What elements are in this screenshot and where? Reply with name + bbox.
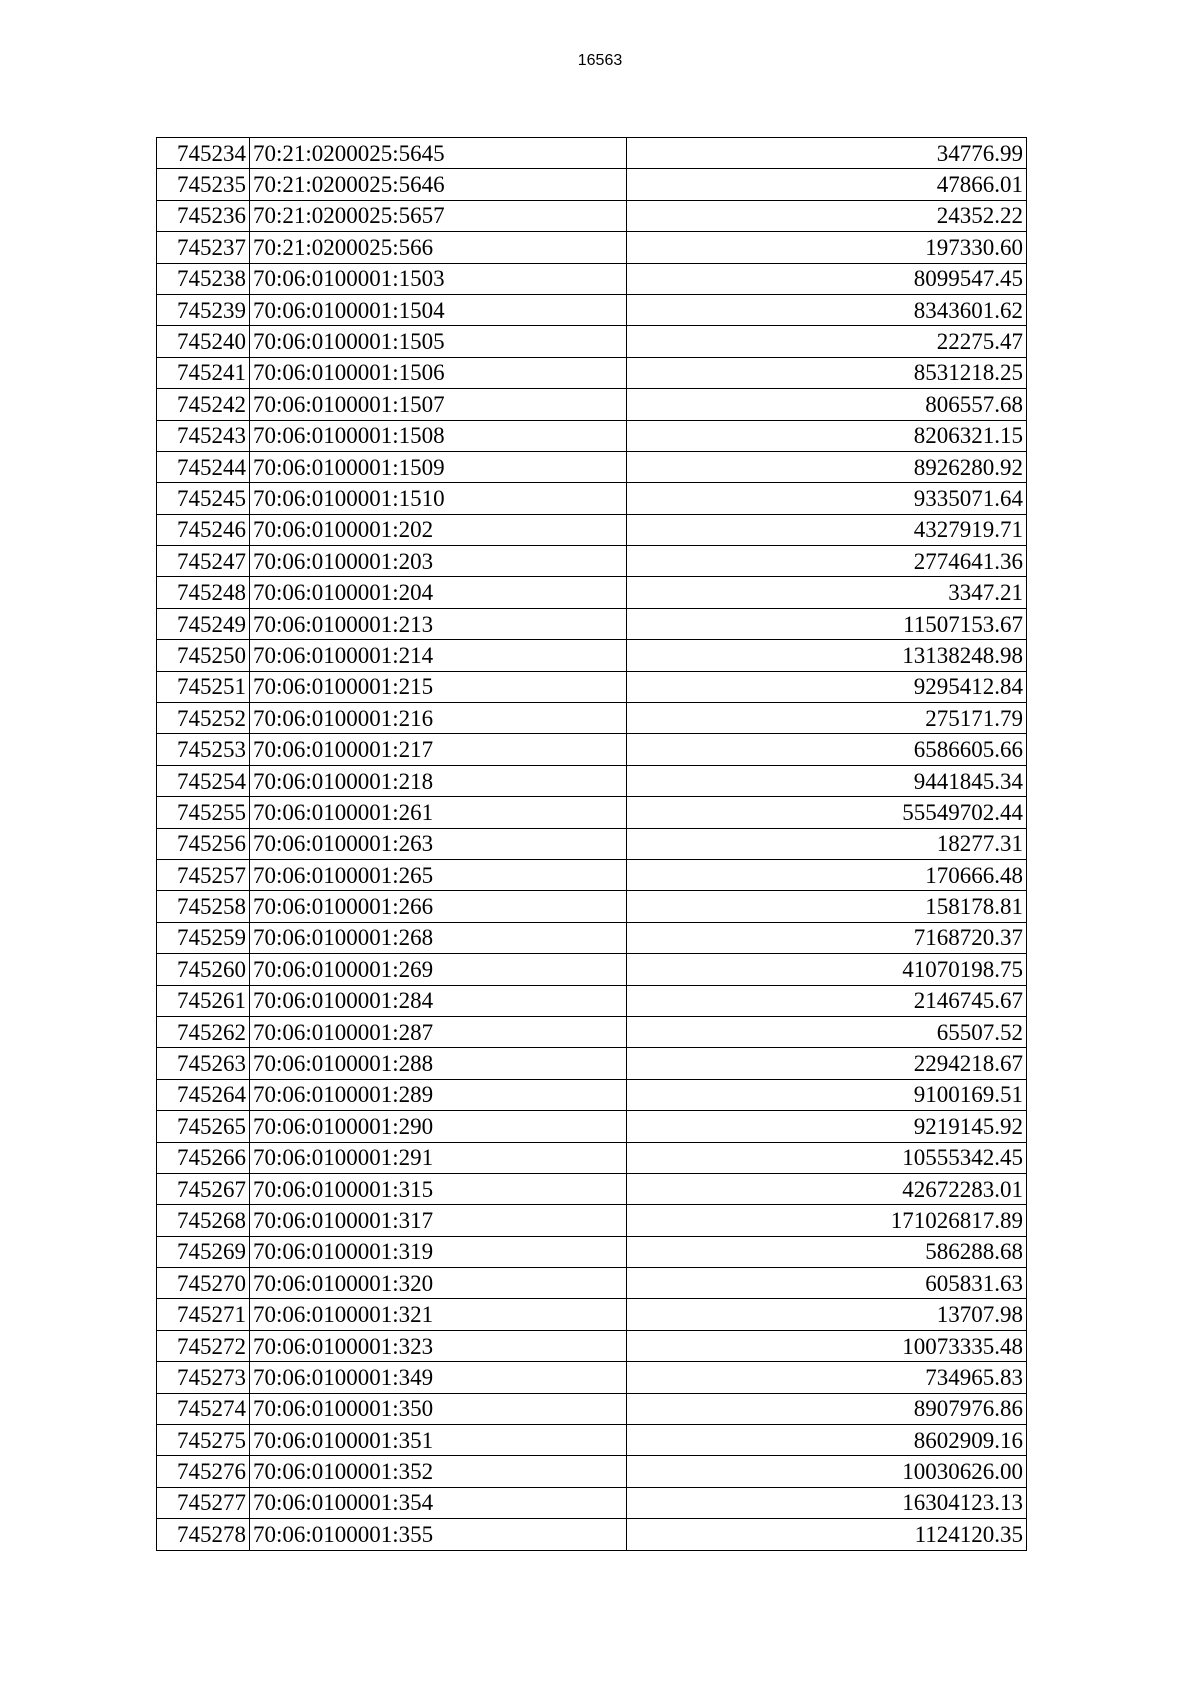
row-number-cell: 745262: [157, 1016, 250, 1047]
table-row: [157, 608, 1027, 639]
table-row: [157, 922, 1027, 953]
cadastral-value-cell: 13707.98: [627, 1299, 1027, 1330]
row-number-cell: 745237: [157, 232, 250, 263]
cadastral-value-cell: 197330.60: [627, 232, 1027, 263]
cadastral-value-cell: 9100169.51: [627, 1079, 1027, 1110]
row-number-cell: 745269: [157, 1236, 250, 1267]
table-row: [157, 138, 1027, 169]
cadastre-value-table: [156, 137, 1027, 1551]
cadastral-number-cell: 70:06:0100001:355: [250, 1519, 627, 1550]
row-number-cell: 745250: [157, 640, 250, 671]
cadastral-number-cell: 70:06:0100001:319: [250, 1236, 627, 1267]
cadastral-value-cell: 8099547.45: [627, 263, 1027, 294]
cadastral-value-cell: 8926280.92: [627, 451, 1027, 482]
table-body: [157, 138, 1027, 1551]
table-row: [157, 734, 1027, 765]
cadastral-value-cell: 10555342.45: [627, 1142, 1027, 1173]
cadastral-value-cell: 18277.31: [627, 828, 1027, 859]
row-number-cell: 745274: [157, 1393, 250, 1424]
row-number-cell: 745275: [157, 1425, 250, 1456]
cadastral-number-cell: 70:06:0100001:217: [250, 734, 627, 765]
table-row: [157, 263, 1027, 294]
row-number-cell: 745266: [157, 1142, 250, 1173]
row-number-cell: 745239: [157, 294, 250, 325]
cadastral-number-cell: 70:06:0100001:203: [250, 546, 627, 577]
table-row: [157, 420, 1027, 451]
row-number-cell: 745251: [157, 671, 250, 702]
table-row: [157, 703, 1027, 734]
table-row: [157, 169, 1027, 200]
cadastral-number-cell: 70:06:0100001:288: [250, 1048, 627, 1079]
row-number-cell: 745264: [157, 1079, 250, 1110]
row-number-cell: 745244: [157, 451, 250, 482]
cadastral-number-cell: 70:06:0100001:261: [250, 797, 627, 828]
table-row: [157, 640, 1027, 671]
row-number-cell: 745252: [157, 703, 250, 734]
row-number-cell: 745255: [157, 797, 250, 828]
table-row: [157, 1425, 1027, 1456]
table-row: [157, 294, 1027, 325]
cadastral-value-cell: 8206321.15: [627, 420, 1027, 451]
cadastral-number-cell: 70:06:0100001:268: [250, 922, 627, 953]
cadastral-value-cell: 11507153.67: [627, 608, 1027, 639]
cadastral-number-cell: 70:06:0100001:291: [250, 1142, 627, 1173]
cadastral-number-cell: 70:06:0100001:215: [250, 671, 627, 702]
cadastral-value-cell: 275171.79: [627, 703, 1027, 734]
cadastral-number-cell: 70:06:0100001:290: [250, 1111, 627, 1142]
row-number-cell: 745276: [157, 1456, 250, 1487]
cadastral-number-cell: 70:21:0200025:5645: [250, 138, 627, 169]
cadastral-value-cell: 171026817.89: [627, 1205, 1027, 1236]
cadastral-value-cell: 65507.52: [627, 1016, 1027, 1047]
cadastral-value-cell: 7168720.37: [627, 922, 1027, 953]
table-row: [157, 985, 1027, 1016]
row-number-cell: 745242: [157, 389, 250, 420]
table-row: [157, 200, 1027, 231]
cadastral-value-cell: 2146745.67: [627, 985, 1027, 1016]
cadastral-value-cell: 170666.48: [627, 859, 1027, 890]
cadastral-value-cell: 55549702.44: [627, 797, 1027, 828]
cadastral-number-cell: 70:06:0100001:1508: [250, 420, 627, 451]
cadastral-value-cell: 9295412.84: [627, 671, 1027, 702]
table-row: [157, 514, 1027, 545]
table-row: [157, 357, 1027, 388]
table-row: [157, 954, 1027, 985]
row-number-cell: 745268: [157, 1205, 250, 1236]
table-row: [157, 1079, 1027, 1110]
cadastral-number-cell: 70:06:0100001:265: [250, 859, 627, 890]
row-number-cell: 745236: [157, 200, 250, 231]
table-row: [157, 1393, 1027, 1424]
cadastral-number-cell: 70:06:0100001:214: [250, 640, 627, 671]
table-row: [157, 232, 1027, 263]
row-number-cell: 745240: [157, 326, 250, 357]
cadastral-number-cell: 70:06:0100001:216: [250, 703, 627, 734]
cadastral-value-cell: 6586605.66: [627, 734, 1027, 765]
cadastral-value-cell: 47866.01: [627, 169, 1027, 200]
row-number-cell: 745246: [157, 514, 250, 545]
cadastral-number-cell: 70:06:0100001:202: [250, 514, 627, 545]
cadastral-value-cell: 22275.47: [627, 326, 1027, 357]
table-row: [157, 1205, 1027, 1236]
cadastral-value-cell: 10073335.48: [627, 1330, 1027, 1361]
cadastral-number-cell: 70:06:0100001:287: [250, 1016, 627, 1047]
cadastral-value-cell: 605831.63: [627, 1268, 1027, 1299]
table-row: [157, 1016, 1027, 1047]
row-number-cell: 745245: [157, 483, 250, 514]
row-number-cell: 745241: [157, 357, 250, 388]
table-row: [157, 546, 1027, 577]
row-number-cell: 745247: [157, 546, 250, 577]
cadastral-value-cell: 42672283.01: [627, 1173, 1027, 1204]
row-number-cell: 745272: [157, 1330, 250, 1361]
cadastral-value-cell: 3347.21: [627, 577, 1027, 608]
row-number-cell: 745256: [157, 828, 250, 859]
cadastral-value-cell: 8602909.16: [627, 1425, 1027, 1456]
cadastral-number-cell: 70:06:0100001:1507: [250, 389, 627, 420]
row-number-cell: 745270: [157, 1268, 250, 1299]
table-row: [157, 828, 1027, 859]
table-row: [157, 1299, 1027, 1330]
row-number-cell: 745235: [157, 169, 250, 200]
cadastral-number-cell: 70:06:0100001:266: [250, 891, 627, 922]
row-number-cell: 745265: [157, 1111, 250, 1142]
cadastral-value-cell: 34776.99: [627, 138, 1027, 169]
cadastral-value-cell: 10030626.00: [627, 1456, 1027, 1487]
table-row: [157, 1362, 1027, 1393]
cadastral-value-cell: 8343601.62: [627, 294, 1027, 325]
table-row: [157, 1048, 1027, 1079]
table-row: [157, 389, 1027, 420]
row-number-cell: 745278: [157, 1519, 250, 1550]
cadastral-value-cell: 586288.68: [627, 1236, 1027, 1267]
cadastral-value-cell: 9441845.34: [627, 765, 1027, 796]
row-number-cell: 745259: [157, 922, 250, 953]
cadastral-number-cell: 70:06:0100001:1506: [250, 357, 627, 388]
row-number-cell: 745249: [157, 608, 250, 639]
row-number-cell: 745271: [157, 1299, 250, 1330]
cadastral-number-cell: 70:21:0200025:566: [250, 232, 627, 263]
table-row: [157, 797, 1027, 828]
cadastral-number-cell: 70:06:0100001:351: [250, 1425, 627, 1456]
cadastral-number-cell: 70:21:0200025:5657: [250, 200, 627, 231]
table-row: [157, 1487, 1027, 1518]
cadastral-number-cell: 70:21:0200025:5646: [250, 169, 627, 200]
cadastral-value-cell: 734965.83: [627, 1362, 1027, 1393]
table-row: [157, 859, 1027, 890]
table-row: [157, 326, 1027, 357]
row-number-cell: 745258: [157, 891, 250, 922]
cadastral-value-cell: 8907976.86: [627, 1393, 1027, 1424]
cadastral-number-cell: 70:06:0100001:350: [250, 1393, 627, 1424]
page-number: 16563: [577, 52, 623, 69]
row-number-cell: 745263: [157, 1048, 250, 1079]
table-row: [157, 1330, 1027, 1361]
cadastral-value-cell: 2294218.67: [627, 1048, 1027, 1079]
row-number-cell: 745273: [157, 1362, 250, 1393]
table-row: [157, 1173, 1027, 1204]
cadastral-value-cell: 9335071.64: [627, 483, 1027, 514]
cadastral-number-cell: 70:06:0100001:1505: [250, 326, 627, 357]
row-number-cell: 745260: [157, 954, 250, 985]
table-row: [157, 1268, 1027, 1299]
cadastral-value-cell: 2774641.36: [627, 546, 1027, 577]
cadastral-number-cell: 70:06:0100001:320: [250, 1268, 627, 1299]
cadastral-value-cell: 158178.81: [627, 891, 1027, 922]
cadastral-number-cell: 70:06:0100001:323: [250, 1330, 627, 1361]
cadastral-number-cell: 70:06:0100001:1503: [250, 263, 627, 294]
table-row: [157, 671, 1027, 702]
cadastral-number-cell: 70:06:0100001:321: [250, 1299, 627, 1330]
cadastral-number-cell: 70:06:0100001:317: [250, 1205, 627, 1236]
cadastral-value-cell: 41070198.75: [627, 954, 1027, 985]
cadastral-value-cell: 806557.68: [627, 389, 1027, 420]
row-number-cell: 745254: [157, 765, 250, 796]
table-row: [157, 765, 1027, 796]
table-row: [157, 577, 1027, 608]
cadastral-value-cell: 9219145.92: [627, 1111, 1027, 1142]
table-row: [157, 891, 1027, 922]
cadastral-number-cell: 70:06:0100001:1504: [250, 294, 627, 325]
cadastral-number-cell: 70:06:0100001:269: [250, 954, 627, 985]
cadastral-number-cell: 70:06:0100001:213: [250, 608, 627, 639]
cadastral-number-cell: 70:06:0100001:1509: [250, 451, 627, 482]
table-row: [157, 483, 1027, 514]
table-row: [157, 1142, 1027, 1173]
cadastral-number-cell: 70:06:0100001:1510: [250, 483, 627, 514]
cadastral-number-cell: 70:06:0100001:263: [250, 828, 627, 859]
row-number-cell: 745257: [157, 859, 250, 890]
row-number-cell: 745243: [157, 420, 250, 451]
row-number-cell: 745261: [157, 985, 250, 1016]
row-number-cell: 745277: [157, 1487, 250, 1518]
cadastral-value-cell: 24352.22: [627, 200, 1027, 231]
cadastral-number-cell: 70:06:0100001:284: [250, 985, 627, 1016]
cadastral-number-cell: 70:06:0100001:218: [250, 765, 627, 796]
cadastral-number-cell: 70:06:0100001:315: [250, 1173, 627, 1204]
row-number-cell: 745267: [157, 1173, 250, 1204]
cadastral-number-cell: 70:06:0100001:289: [250, 1079, 627, 1110]
row-number-cell: 745253: [157, 734, 250, 765]
cadastral-value-cell: 16304123.13: [627, 1487, 1027, 1518]
cadastral-value-cell: 13138248.98: [627, 640, 1027, 671]
cadastral-number-cell: 70:06:0100001:204: [250, 577, 627, 608]
cadastral-value-cell: 4327919.71: [627, 514, 1027, 545]
row-number-cell: 745238: [157, 263, 250, 294]
cadastral-number-cell: 70:06:0100001:354: [250, 1487, 627, 1518]
table-row: [157, 1519, 1027, 1550]
table-row: [157, 1236, 1027, 1267]
table-row: [157, 1456, 1027, 1487]
cadastral-number-cell: 70:06:0100001:352: [250, 1456, 627, 1487]
row-number-cell: 745234: [157, 138, 250, 169]
row-number-cell: 745248: [157, 577, 250, 608]
cadastral-number-cell: 70:06:0100001:349: [250, 1362, 627, 1393]
cadastral-value-cell: 8531218.25: [627, 357, 1027, 388]
table-row: [157, 451, 1027, 482]
cadastral-value-cell: 1124120.35: [627, 1519, 1027, 1550]
table-row: [157, 1111, 1027, 1142]
